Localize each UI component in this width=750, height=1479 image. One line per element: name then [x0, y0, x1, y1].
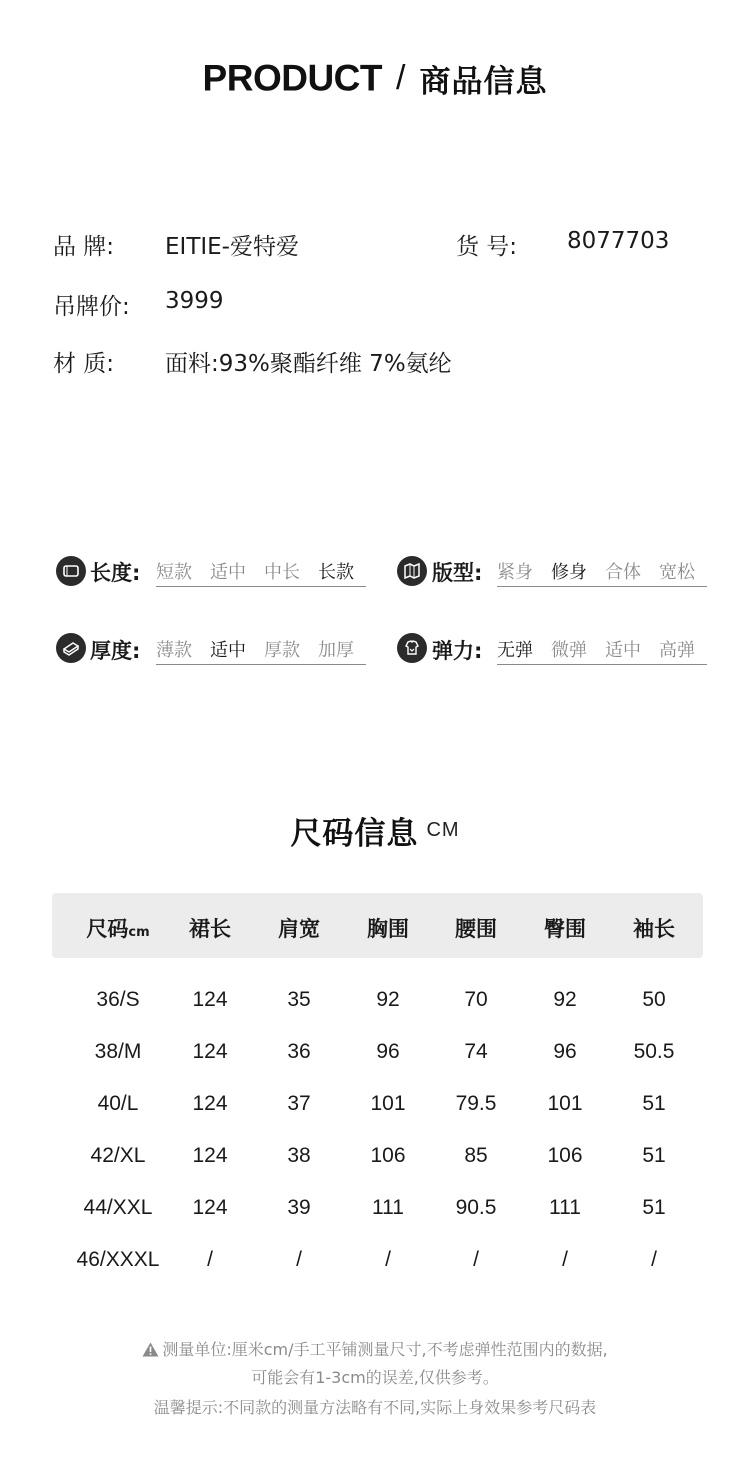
measurement-cell: /: [207, 1248, 213, 1271]
measurement-cell: 124: [192, 1144, 228, 1167]
measurement-cell: 111: [549, 1196, 581, 1219]
column-header: 臀围: [544, 917, 586, 941]
measurement-cell: /: [562, 1248, 568, 1271]
note-line-3: 温馨提示:不同款的测量方法略有不同,实际上身效果参考尺码表: [153, 1398, 597, 1417]
column-header: 肩宽: [278, 917, 320, 941]
column-header: 裙长: [189, 917, 231, 941]
measurement-cell: /: [473, 1248, 479, 1271]
thickness-label: 厚度:: [90, 639, 141, 663]
note-line-1: 测量单位:厘米cm/手工平铺测量尺寸,不考虑弹性范围内的数据,: [162, 1340, 608, 1359]
brand-label: 品 牌:: [53, 234, 115, 260]
measurement-cell: 39: [287, 1196, 311, 1219]
fit-label: 版型:: [432, 561, 483, 585]
measurement-cell: /: [296, 1248, 302, 1271]
elasticity-option: 适中: [605, 640, 641, 661]
length-options: [156, 558, 366, 587]
elasticity-label: 弹力:: [432, 639, 483, 663]
column-header: 胸围: [367, 917, 409, 941]
measurement-cell: 51: [642, 1092, 666, 1115]
length-option: 中长: [264, 562, 300, 583]
length-label: 长度:: [90, 561, 141, 585]
size-column-header: 尺码cm: [86, 917, 150, 941]
measurement-cell: 92: [553, 988, 577, 1011]
material-value: 面料:93%聚酯纤维 7%氨纶: [165, 351, 452, 377]
measurement-cell: 90.5: [455, 1196, 497, 1219]
elasticity-option-selected: 无弹: [497, 640, 533, 661]
brand-value: EITIE-爱特爱: [165, 234, 299, 260]
measurement-cell: 36: [287, 1040, 311, 1063]
thickness-option: 加厚: [318, 640, 354, 661]
fit-icon: [397, 556, 427, 586]
size-chart-title-text: 尺码信息: [290, 816, 419, 852]
length-option: 适中: [210, 562, 246, 583]
measurement-cell: 37: [287, 1092, 311, 1115]
header-separator: /: [396, 59, 406, 97]
fit-option: 宽松: [659, 562, 695, 583]
elasticity-option: 高弹: [659, 640, 695, 661]
warning-icon: [142, 1342, 159, 1357]
note-line-2: 可能会有1-3cm的误差,仅供参考。: [251, 1368, 499, 1387]
column-header: 袖长: [633, 917, 675, 941]
thickness-options: [156, 636, 366, 665]
price-label: 吊牌价:: [53, 294, 130, 320]
size-cell: 36/S: [96, 988, 140, 1011]
sku-label: 货 号:: [456, 234, 518, 260]
measurement-note: [0, 1337, 750, 1360]
measurement-cell: /: [385, 1248, 391, 1271]
measurement-cell: 85: [464, 1144, 488, 1167]
measurement-cell: 74: [464, 1040, 488, 1063]
size-chart-title: [0, 808, 750, 853]
measurement-cell: 38: [287, 1144, 311, 1167]
measurement-cell: 51: [642, 1196, 666, 1219]
measurement-cell: 101: [370, 1092, 406, 1115]
measurement-cell: 101: [547, 1092, 583, 1115]
price-value: 3999: [165, 288, 224, 314]
header-title-en: PRODUCT: [202, 57, 382, 99]
measurement-cell: 96: [376, 1040, 400, 1063]
thickness-option-selected: 适中: [210, 640, 246, 661]
measurement-cell: /: [651, 1248, 657, 1271]
measurement-cell: 124: [192, 988, 228, 1011]
measurement-cell: 35: [287, 988, 311, 1011]
size-table-header: [52, 893, 703, 958]
column-header: 腰围: [455, 917, 497, 941]
length-option: 短款: [156, 562, 192, 583]
size-cell: 40/L: [97, 1092, 139, 1115]
measurement-cell: 70: [464, 988, 488, 1011]
measurement-cell: 111: [372, 1196, 404, 1219]
size-cell: 38/M: [94, 1040, 142, 1063]
measurement-cell: 106: [370, 1144, 406, 1167]
measurement-cell: 50: [642, 988, 666, 1011]
size-cell: 44/XXL: [83, 1196, 153, 1219]
measurement-cell: 79.5: [455, 1092, 497, 1115]
length-icon: [56, 556, 86, 586]
elasticity-icon: [397, 633, 427, 663]
size-chart-unit: CM: [426, 819, 460, 841]
fit-option-selected: 修身: [551, 562, 587, 583]
fit-options: [497, 558, 707, 587]
fit-option: 紧身: [497, 562, 533, 583]
thickness-option: 薄款: [156, 640, 192, 661]
elasticity-option: 微弹: [551, 640, 587, 661]
measurement-cell: 50.5: [633, 1040, 675, 1063]
measurement-cell: 124: [192, 1196, 228, 1219]
measurement-cell: 96: [553, 1040, 577, 1063]
measurement-cell: 124: [192, 1092, 228, 1115]
sku-value: 8077703: [567, 228, 670, 254]
size-cell: 46/XXXL: [76, 1248, 160, 1271]
measurement-cell: 124: [192, 1040, 228, 1063]
thickness-option: 厚款: [264, 640, 300, 661]
length-option-selected: 长款: [318, 562, 354, 583]
measurement-cell: 106: [547, 1144, 583, 1167]
size-cell: 42/XL: [90, 1144, 146, 1167]
thickness-icon: [56, 633, 86, 663]
material-label: 材 质:: [53, 351, 115, 377]
header-title-cn: 商品信息: [419, 64, 548, 100]
page-header: [0, 56, 750, 101]
fit-option: 合体: [605, 562, 641, 583]
measurement-cell: 92: [376, 988, 400, 1011]
measurement-cell: 51: [642, 1144, 666, 1167]
elasticity-options: [497, 636, 707, 665]
